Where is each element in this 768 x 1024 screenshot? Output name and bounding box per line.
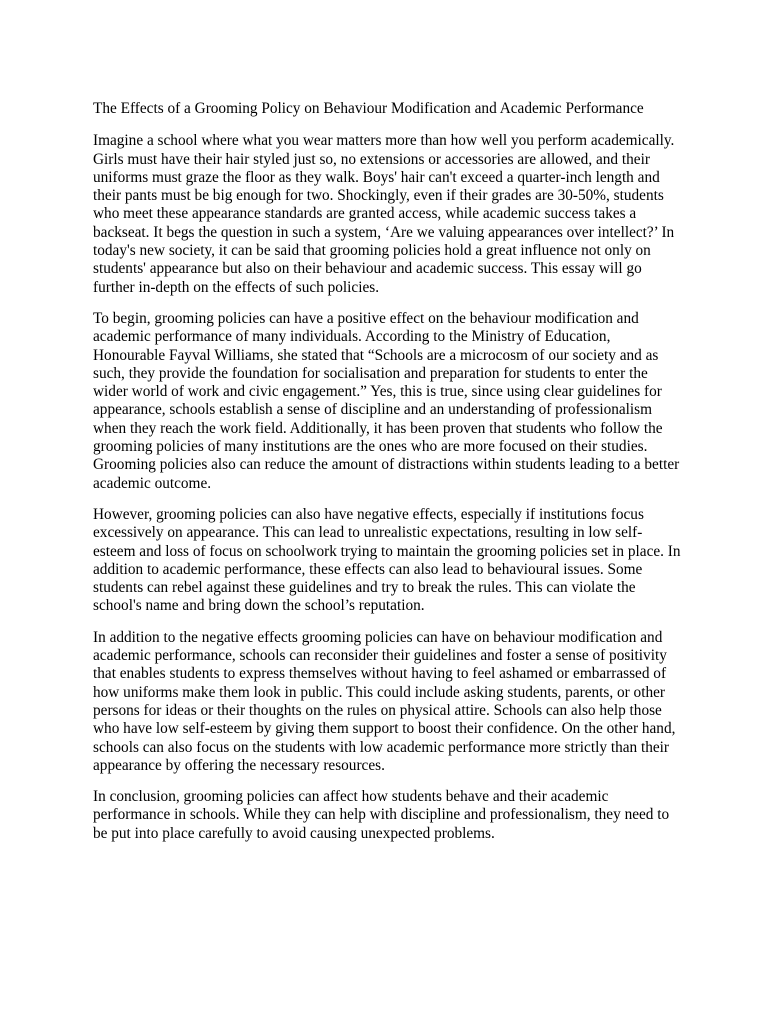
paragraph-recommendations: In addition to the negative effects grooming policies can have on behaviour modification and academic performance, schools can reconsider their guidelines and foster a sense of positivity that enables students to express themselves without having to feel ashamed or embarrassed of how uniforms make them look in public. This could include asking students, parents, or other persons for ideas or their thoughts on the rules on physical attire. Schools can also help those who have low self-esteem by giving them support to boost their confidence. On the other hand, schools can also focus on the students with low academic performance more strictly than their appearance by offering the necessary resources. xyxy=(93,628,676,774)
document-title: The Effects of a Grooming Policy on Behaviour Modification and Academic Performance xyxy=(93,100,644,117)
paragraph-introduction: Imagine a school where what you wear matters more than how well you perform academically. Girls must have their hair styled just so, no extensions or accessories are allowed, and their uniforms must graze the floor as they walk. Boys' hair can't exceed a quarter-inch length and their pants must be big enough for two. Shockingly, even if their grades are 30-50%, students who meet these appearance standards are granted access, while academic success takes a backseat. It begs the question in such a system, ‘Are we valuing appearances over intellect?’ In today's new society, it can be said that grooming policies hold a great influence not only on students' appearance but also on their behaviour and academic success. This essay will go further in-depth on the effects of such policies. xyxy=(93,132,675,296)
paragraph-conclusion: In conclusion, grooming policies can affect how students behave and their academic performance in schools. While they can help with discipline and professionalism, they need to be put into place carefully to avoid causing unexpected problems. xyxy=(93,788,670,842)
paragraph-positive-effects: To begin, grooming policies can have a positive effect on the behaviour modification and academic performance of many individuals. According to the Ministry of Education, Honourable Fayval Williams, she stated that “Schools are a microcosm of our society and as such, they provide the foundation for socialisation and preparation for students to enter the wider world of work and civic engagement.” Yes, this is true, since using clear guidelines for appearance, schools establish a sense of discipline and an understanding of professionalism when they reach the work field. Additionally, it has been proven that students who follow the grooming policies of many institutions are the ones who are more focused on their studies. Grooming policies also can reduce the amount of distractions within students leading to a better academic outcome. xyxy=(93,309,680,492)
paragraph-negative-effects: However, grooming policies can also have negative effects, especially if institutions focus excessively on appearance. This can lead to unrealistic expectations, resulting in low self-esteem and loss of focus on schoolwork trying to maintain the grooming policies set in place. In addition to academic performance, these effects can also lead to behavioural issues. Some students can rebel against these guidelines and try to break the rules. This can violate the school's name and bring down the school’s reputation. xyxy=(93,505,681,615)
document-page xyxy=(93,100,681,856)
